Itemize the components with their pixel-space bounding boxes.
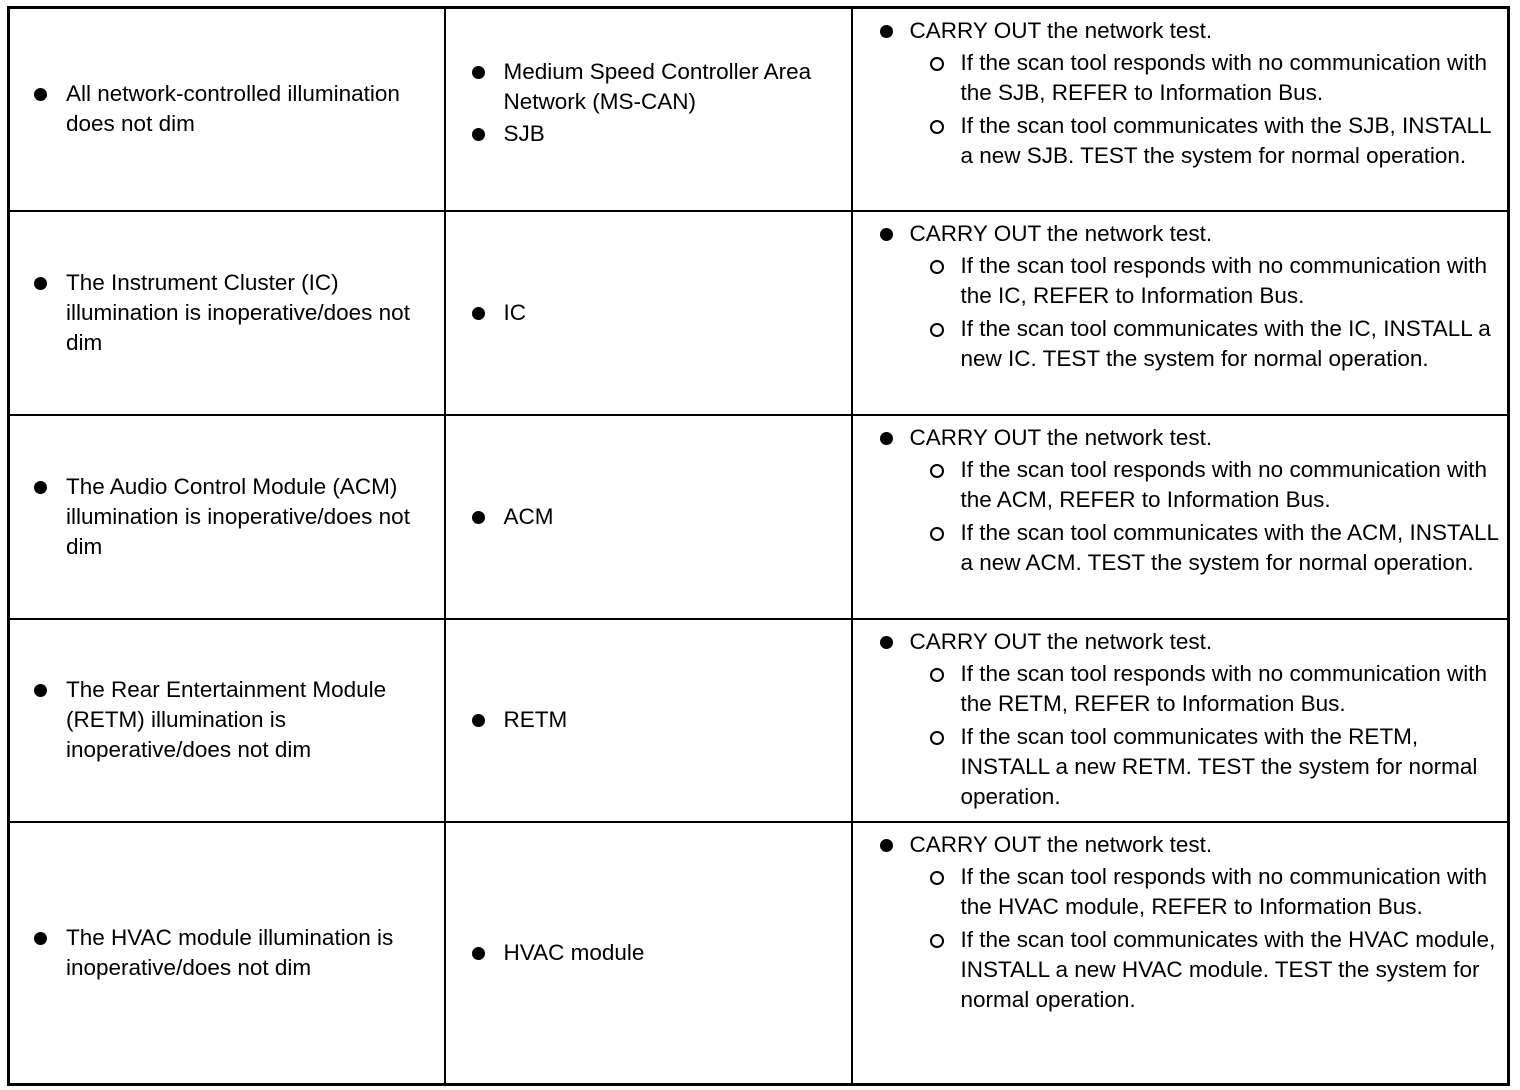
source-cell: [445, 822, 852, 1085]
source-text: HVAC module: [503, 939, 645, 965]
source-item: [446, 938, 851, 968]
bullet-icon: [472, 947, 485, 960]
hollow-bullet-icon: [930, 464, 944, 478]
table-row: [9, 822, 1509, 1085]
hollow-bullet-icon: [930, 527, 944, 541]
action-cell: [852, 619, 1509, 822]
source-text: IC: [503, 299, 526, 325]
sub-action-text: If the scan tool communicates with the SJB, INSTALL a new SJB. TEST the system for normal operation.: [960, 113, 1491, 168]
hollow-bullet-icon: [930, 57, 944, 71]
condition-item: [10, 79, 444, 139]
condition-text: The Instrument Cluster (IC) illumination is inoperative/does not dim: [66, 269, 410, 355]
condition-text: All network-controlled illumination does not dim: [66, 81, 400, 137]
sub-action-item: [853, 314, 1508, 374]
bullet-icon: [880, 636, 893, 649]
bullet-icon: [880, 228, 893, 241]
sub-action-text: If the scan tool responds with no communication with the SJB, REFER to Information Bus.: [960, 50, 1488, 105]
condition-item: [10, 675, 444, 765]
condition-cell: [9, 619, 445, 822]
table-row: [9, 211, 1509, 415]
bullet-icon: [34, 932, 47, 945]
sub-action-text: If the scan tool communicates with the HVAC module, INSTALL a new HVAC module. TEST the system for normal operation.: [960, 926, 1496, 1012]
action-text: CARRY OUT the network test.: [909, 831, 1213, 857]
hollow-bullet-icon: [930, 260, 944, 274]
bullet-icon: [472, 511, 485, 524]
action-text: CARRY OUT the network test.: [909, 18, 1213, 43]
sub-action-text: If the scan tool communicates with the ACM, INSTALL a new ACM. TEST the system for normal operation.: [960, 519, 1499, 575]
condition-item: [10, 268, 444, 358]
symptom-chart-table: [7, 6, 1510, 1086]
condition-text: The Rear Entertainment Module (RETM) illumination is inoperative/does not dim: [66, 677, 387, 762]
condition-cell: [9, 415, 445, 619]
sub-action-item: [853, 722, 1508, 812]
source-cell: [445, 8, 852, 211]
hollow-bullet-icon: [930, 871, 944, 885]
action-item: [853, 627, 1508, 657]
sub-action-text: If the scan tool responds with no communication with the ACM, REFER to Information Bus.: [960, 456, 1488, 512]
bullet-icon: [472, 128, 485, 141]
sub-action-text: If the scan tool communicates with the RETM, INSTALL a new RETM. TEST the system for normal operation.: [960, 723, 1478, 809]
action-text: CARRY OUT the network test.: [909, 424, 1213, 450]
action-item: [853, 219, 1508, 249]
action-cell: [852, 415, 1509, 619]
sub-action-text: If the scan tool communicates with the IC, INSTALL a new IC. TEST the system for normal operation.: [960, 315, 1491, 371]
action-cell: [852, 8, 1509, 211]
bullet-icon: [34, 684, 47, 697]
action-cell: [852, 211, 1509, 415]
sub-action-item: [853, 251, 1508, 311]
condition-item: [10, 472, 444, 562]
condition-text: The Audio Control Module (ACM) illumination is inoperative/does not dim: [66, 473, 410, 559]
sub-action-item: [853, 862, 1508, 922]
source-text: RETM: [503, 707, 568, 732]
source-item: [446, 502, 851, 532]
source-item: [446, 298, 851, 328]
action-cell: [852, 822, 1509, 1085]
source-cell: [445, 415, 852, 619]
sub-action-item: [853, 48, 1508, 108]
sub-action-item: [853, 659, 1508, 719]
source-item: [446, 119, 851, 149]
condition-item: [10, 923, 444, 983]
sub-action-text: If the scan tool responds with no communication with the RETM, REFER to Information Bus.: [960, 660, 1488, 716]
condition-cell: [9, 211, 445, 415]
table-row: [9, 8, 1509, 211]
source-cell: [445, 211, 852, 415]
bullet-icon: [34, 88, 47, 101]
table-row: [9, 415, 1509, 619]
action-item: [853, 830, 1508, 860]
sub-action-text: If the scan tool responds with no communication with the HVAC module, REFER to Information Bus.: [960, 863, 1488, 919]
bullet-icon: [880, 432, 893, 445]
source-text: SJB: [503, 121, 545, 147]
sub-action-item: [853, 455, 1508, 515]
sub-action-text: If the scan tool responds with no communication with the IC, REFER to Information Bus.: [960, 252, 1488, 308]
hollow-bullet-icon: [930, 120, 944, 134]
bullet-icon: [880, 25, 893, 38]
source-cell: [445, 619, 852, 822]
table-row: [9, 619, 1509, 822]
source-text: ACM: [503, 503, 554, 529]
hollow-bullet-icon: [930, 934, 944, 948]
hollow-bullet-icon: [930, 668, 944, 682]
bullet-icon: [880, 839, 893, 852]
action-item: [853, 423, 1508, 453]
action-item: [853, 16, 1508, 46]
source-item: [446, 57, 851, 117]
source-text: Medium Speed Controller Area Network (MS-CAN): [503, 59, 812, 115]
hollow-bullet-icon: [930, 731, 944, 745]
bullet-icon: [472, 66, 485, 79]
source-item: [446, 705, 851, 735]
bullet-icon: [34, 277, 47, 290]
sub-action-item: [853, 925, 1508, 1015]
condition-cell: [9, 822, 445, 1085]
bullet-icon: [472, 307, 485, 320]
action-text: CARRY OUT the network test.: [909, 628, 1213, 654]
condition-cell: [9, 8, 445, 211]
action-text: CARRY OUT the network test.: [909, 220, 1213, 246]
sub-action-item: [853, 518, 1508, 578]
bullet-icon: [34, 481, 47, 494]
hollow-bullet-icon: [930, 323, 944, 337]
sub-action-item: [853, 111, 1508, 171]
condition-text: The HVAC module illumination is inoperative/does not dim: [66, 924, 394, 980]
bullet-icon: [472, 714, 485, 727]
